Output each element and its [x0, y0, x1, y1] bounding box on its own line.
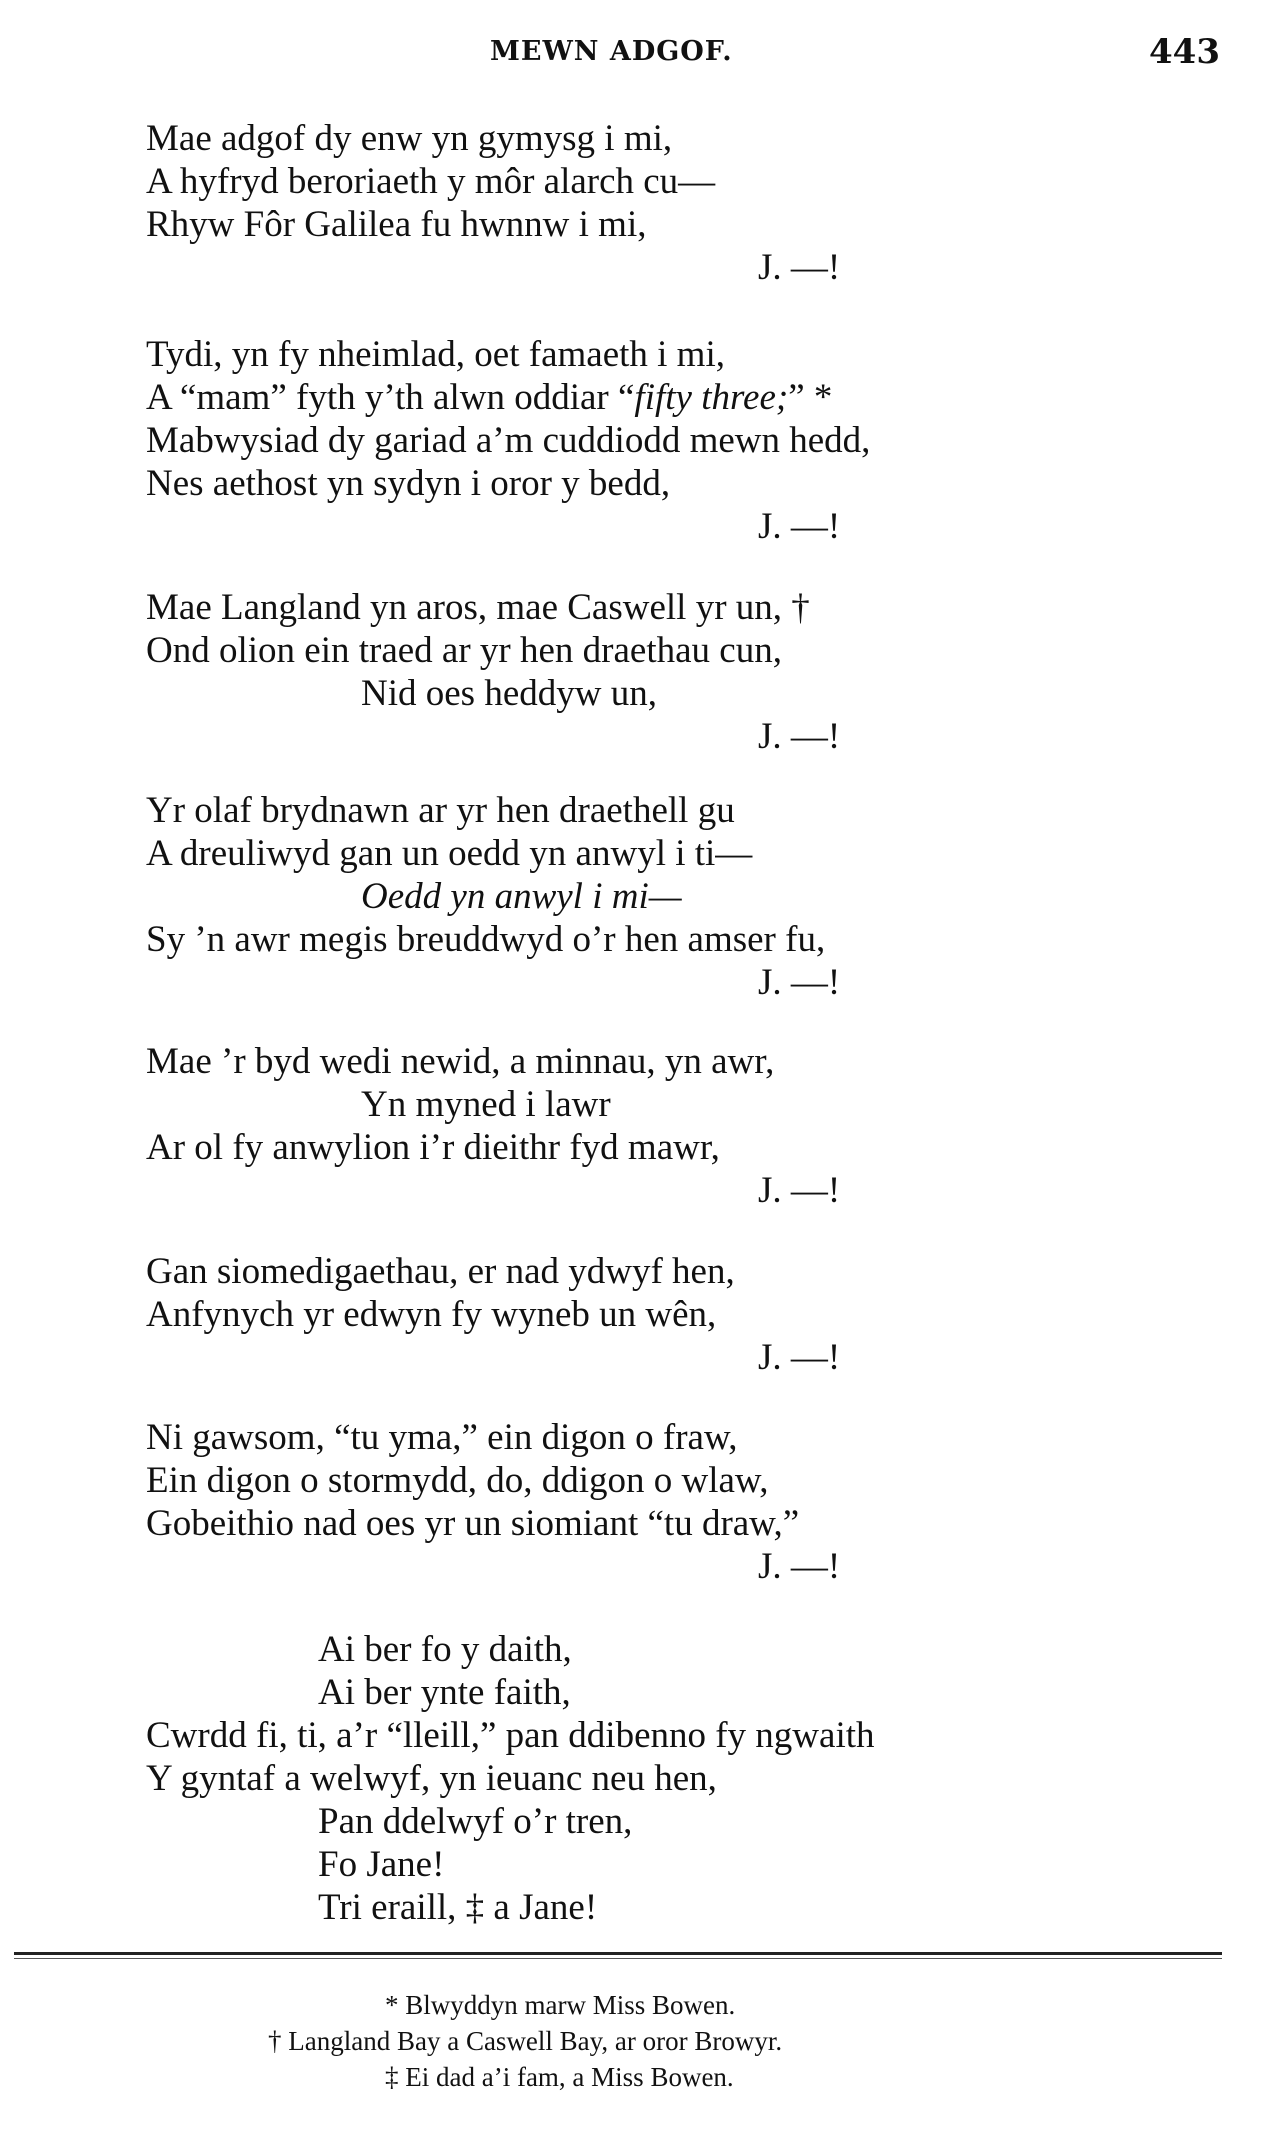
poem-line: Ein digon o stormydd, do, ddigon o wlaw,	[146, 1460, 769, 1501]
footnote-rule	[14, 1952, 1222, 1955]
poem-line: Oedd yn anwyl i mi—	[361, 876, 682, 917]
poem-line: Mae ’r byd wedi newid, a minnau, yn awr,	[146, 1041, 775, 1082]
refrain: J. —!	[758, 1337, 841, 1378]
poem-line: Gobeithio nad oes yr un siomiant “tu draw,”	[146, 1503, 800, 1544]
poem-line: Ni gawsom, “tu yma,” ein digon o fraw,	[146, 1417, 738, 1458]
italic-text: fifty three;	[634, 377, 789, 418]
refrain: J. —!	[758, 962, 841, 1003]
poem-line: Ond olion ein traed ar yr hen draethau cun,	[146, 630, 782, 671]
refrain: J. —!	[758, 1546, 841, 1587]
poem-line: Ai ber ynte faith,	[318, 1672, 571, 1713]
footnote: * Blwyddyn marw Miss Bowen.	[385, 1990, 736, 2020]
poem-line: Tri eraill, ‡ a Jane!	[318, 1887, 598, 1928]
poem-line: Mae adgof dy enw yn gymysg i mi,	[146, 118, 673, 159]
poem-line: Sy ’n awr megis breuddwyd o’r hen amser fu,	[146, 919, 826, 960]
line-text: A “mam” fyth y’th alwn oddiar “	[146, 377, 635, 418]
poem-line: Gan siomedigaethau, er nad ydwyf hen,	[146, 1251, 735, 1292]
page-number: 443	[1149, 32, 1220, 72]
poem-line: Mabwysiad dy gariad a’m cuddiodd mewn hedd,	[146, 420, 871, 461]
page-header	[140, 32, 1220, 76]
poem-line: Yn myned i lawr	[361, 1084, 611, 1125]
footnote-marker: ” *	[788, 377, 833, 418]
poem-line: Rhyw Fôr Galilea fu hwnnw i mi,	[146, 204, 647, 245]
poem-line: Tydi, yn fy nheimlad, oet famaeth i mi,	[146, 334, 725, 375]
poem-line: A dreuliwyd gan un oedd yn anwyl i ti—	[146, 833, 753, 874]
poem-line	[146, 376, 832, 420]
poem-line: Cwrdd fi, ti, a’r “lleill,” pan ddibenno fy ngwaith	[146, 1715, 875, 1756]
poem-line: A hyfryd beroriaeth y môr alarch cu—	[146, 161, 716, 202]
poem-line: Nes aethost yn sydyn i oror y bedd,	[146, 463, 671, 504]
refrain: J. —!	[758, 1170, 841, 1211]
poem-line: Mae Langland yn aros, mae Caswell yr un, †	[146, 587, 810, 628]
footnote-rule-thin	[14, 1958, 1222, 1959]
refrain: J. —!	[758, 247, 841, 288]
poem-line: Nid oes heddyw un,	[361, 673, 657, 714]
poem-line: Anfynych yr edwyn fy wyneb un wên,	[146, 1294, 717, 1335]
footnote: ‡ Ei dad a’i fam, a Miss Bowen.	[385, 2062, 734, 2092]
poem-line: Pan ddelwyf o’r tren,	[318, 1801, 633, 1842]
poem-line: Ar ol fy anwylion i’r dieithr fyd mawr,	[146, 1127, 720, 1168]
poem-line: Ai ber fo y daith,	[318, 1629, 572, 1670]
footnote: † Langland Bay a Caswell Bay, ar oror Browyr.	[268, 2026, 783, 2056]
poem-line: Yr olaf brydnawn ar yr hen draethell gu	[146, 790, 735, 831]
refrain: J. —!	[758, 716, 841, 757]
poem-line: Y gyntaf a welwyf, yn ieuanc neu hen,	[146, 1758, 717, 1799]
poem-line: Fo Jane!	[318, 1844, 445, 1885]
running-head: MEWN ADGOF.	[490, 36, 733, 67]
refrain: J. —!	[758, 506, 841, 547]
